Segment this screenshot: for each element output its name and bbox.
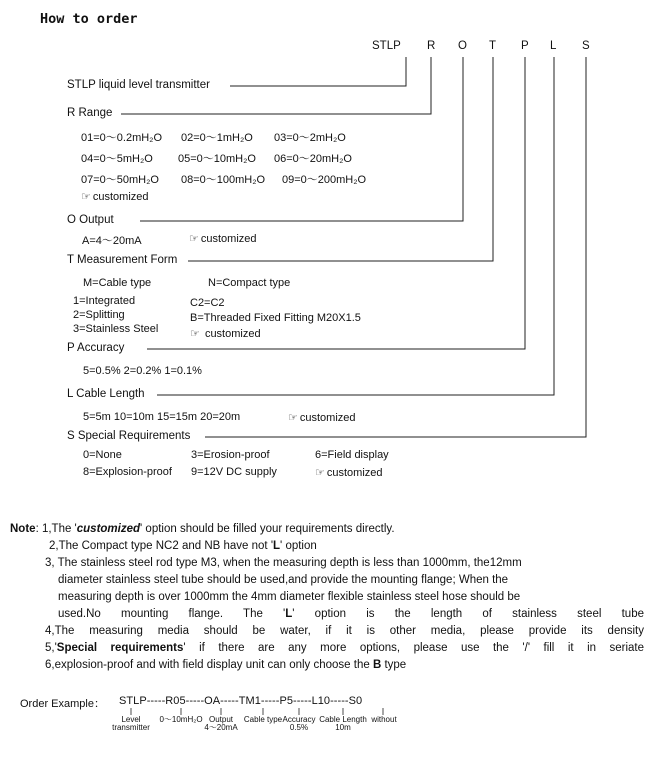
code-stlp: STLP (372, 40, 401, 52)
range-09: 09=0～200mH₂O (282, 174, 367, 186)
special-8: 8=Explosion-proof (83, 466, 172, 478)
note-6 (10, 657, 644, 674)
code-letter-r: R (427, 40, 436, 52)
caption-level (111, 716, 151, 732)
note-3-emphasis: L (285, 608, 293, 620)
range-customized (81, 190, 149, 203)
pointing-hand-icon: ☞ (189, 233, 199, 245)
note-1-text-b: ' option should be filled your requirements directly. (140, 523, 395, 535)
connector-stlp (230, 57, 406, 86)
caption-output (201, 716, 241, 732)
note-6-emphasis: B (372, 659, 382, 671)
range-03: 03=0～2mH₂O (274, 132, 346, 144)
caption-cable-type-line1: Cable type (243, 715, 283, 724)
pointing-hand-icon: ☞ (190, 328, 200, 340)
caption-range (156, 716, 206, 724)
note-5-emphasis: Special requirements (56, 642, 184, 654)
measurement-m2: 2=Splitting (73, 309, 125, 321)
note-5 (45, 640, 644, 657)
special-customized-label: customized (326, 467, 383, 479)
measurement-customized (190, 327, 261, 340)
accuracy-options: 5=0.5% 2=0.2% 1=0.1% (83, 365, 202, 377)
caption-cable-length-line2: 10m (335, 723, 351, 732)
note-3-line-2: diameter stainless steel tube should be used,and provide the mounting flange; When the (58, 574, 509, 586)
notes-block (10, 521, 644, 674)
accuracy-label: P Accuracy (67, 342, 125, 354)
caption-range-line1: 0～10mH₂O (159, 715, 203, 724)
code-letter-l: L (550, 40, 557, 52)
note-1 (10, 521, 644, 538)
measurement-b: B=Threaded Fixed Fitting M20X1.5 (190, 312, 361, 324)
range-02: 02=0～1mH₂O (181, 132, 253, 144)
note-2-emphasis: L (273, 540, 281, 552)
stlp-label: STLP liquid level transmitter (67, 79, 210, 91)
caption-special (366, 716, 402, 724)
range-04: 04=0～5mH₂O (81, 153, 153, 165)
range-08: 08=0～100mH₂O (181, 174, 266, 186)
cable-length-label: L Cable Length (67, 388, 145, 400)
caption-cable-length (316, 716, 370, 732)
caption-level-line1: Level (121, 715, 141, 724)
measurement-customized-label: customized (204, 328, 261, 340)
range-01: 01=0～0.2mH₂O (81, 132, 163, 144)
note-lead: Note (10, 523, 36, 535)
range-07: 07=0～50mH₂O (81, 174, 159, 186)
note-4: 4,The measuring media should be water, if it is other media, please provide its density (45, 625, 644, 637)
note-6-text-a: 6,explosion-proof and with field display unit can only choose the (45, 659, 373, 671)
code-letter-o: O (458, 40, 467, 52)
pointing-hand-icon: ☞ (288, 412, 298, 424)
special-0: 0=None (83, 449, 122, 461)
note-3-text-a: used.No mounting flange. The ' (58, 608, 286, 620)
output-customized-label: customized (200, 233, 257, 245)
code-letter-p: P (521, 40, 529, 52)
note-5-text-b: ' if there are any more options, please use the '/' fill it in seriate (183, 642, 645, 654)
code-letter-t: T (489, 40, 497, 52)
note-3-line-3: measuring depth is over 1000mm the 4mm diameter flexible stainless steel hose should be (58, 591, 521, 603)
measurement-c2: C2=C2 (190, 297, 225, 309)
caption-level-line2: transmitter (112, 723, 150, 732)
note-2-text-b: ' option (280, 540, 317, 552)
note-3-line-1: 3, The stainless steel rod type M3, when the measuring depth is less than 1000mm, the12mm (45, 557, 522, 569)
order-example-label: Order Example： (20, 698, 105, 710)
output-customized (189, 232, 257, 245)
range-label: R Range (67, 107, 113, 119)
code-letter-s: S (582, 40, 590, 52)
measurement-label: T Measurement Form (67, 254, 178, 266)
special-9: 9=12V DC supply (191, 466, 277, 478)
page-heading: How to order (40, 11, 138, 27)
pointing-hand-icon: ☞ (315, 467, 325, 479)
caption-output-line1: Output (208, 715, 233, 724)
output-label: O Output (67, 214, 114, 226)
caption-accuracy (279, 716, 319, 732)
measurement-cable-type: M=Cable type (83, 277, 152, 289)
caption-accuracy-line1: Accuracy (282, 715, 316, 724)
note-6-text-b: type (381, 659, 407, 671)
output-a: A=4～20mA (82, 235, 142, 247)
caption-accuracy-line2: 0.5% (289, 723, 309, 732)
range-customized-label: customized (92, 191, 149, 203)
cable-length-customized (288, 411, 356, 424)
pointing-hand-icon: ☞ (81, 191, 91, 203)
note-2 (10, 538, 644, 555)
special-customized (315, 466, 383, 479)
order-example-code: STLP-----R05-----OA-----TM1-----P5-----L10-----S0 (119, 695, 363, 707)
measurement-m3: 3=Stainless Steel (73, 323, 159, 335)
note-3-line-4 (58, 606, 644, 623)
special-3: 3=Erosion-proof (191, 449, 270, 461)
range-06: 06=0～20mH₂O (274, 153, 352, 165)
note-2-text-a: 2,The Compact type NC2 and NB have not ' (49, 540, 274, 552)
note-1-emphasis: customized (76, 523, 141, 535)
note-3-text-b: ' option is the length of stainless steel tube (292, 608, 644, 620)
range-05: 05=0～10mH₂O (178, 153, 256, 165)
caption-output-line2: 4～20mA (204, 723, 238, 732)
note-5-text-a: 5,' (45, 642, 57, 654)
caption-special-line1: without (371, 715, 397, 724)
cable-length-customized-label: customized (299, 412, 356, 424)
measurement-m1: 1=Integrated (73, 295, 136, 307)
note-1-text-a: : 1,The ' (35, 523, 77, 535)
caption-cable-length-line1: Cable Length (319, 715, 367, 724)
special-6: 6=Field display (315, 449, 389, 461)
connector-cable (157, 57, 554, 395)
special-label: S Special Requirements (67, 430, 191, 442)
cable-length-options: 5=5m 10=10m 15=15m 20=20m (83, 411, 241, 423)
measurement-compact-type: N=Compact type (208, 277, 291, 289)
